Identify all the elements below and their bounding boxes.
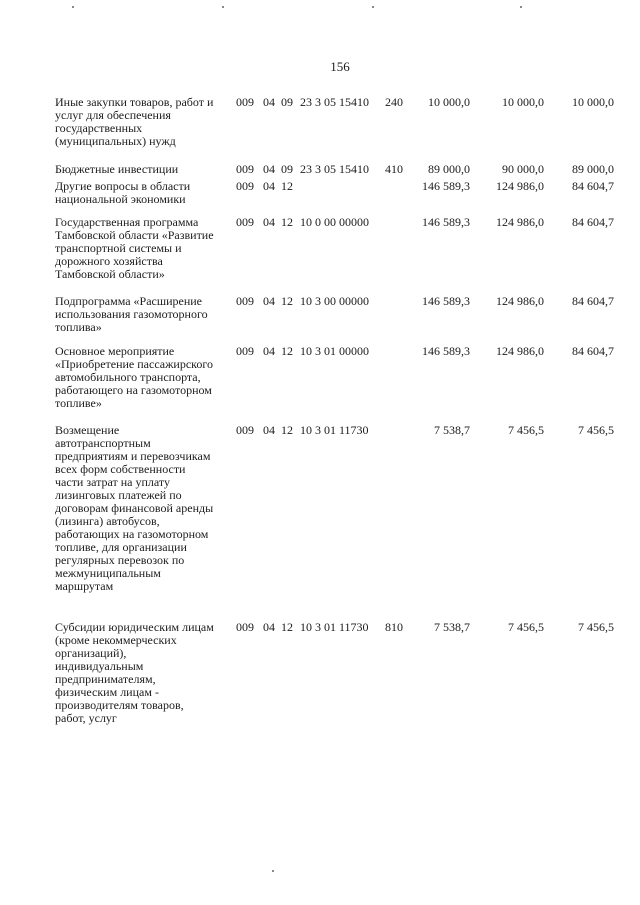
section-code: 04 [263,294,275,308]
subsection-code: 12 [281,215,293,229]
target-code: 23 3 05 15410 [300,162,369,176]
scan-speck [272,870,274,872]
subsection-code: 09 [281,95,293,109]
row-name: Другие вопросы в области национальной экономики [55,179,191,206]
subsection-code: 12 [281,423,293,437]
amount-year-1: 7 538,7 [434,423,470,437]
row-name: Возмещение автотранспортным предприятиям и перевозчикам всех форм собственности части затрат на уплату лизинговых платежей по договорам финансовой аренды (лизинга) автобусов, работающих на газомоторном топливе, для организации регулярных перевозок по межмуниципальным маршрутам [55,423,214,593]
section-code: 04 [263,95,275,109]
amount-year-3: 7 456,5 [578,620,614,634]
scan-speck [520,6,522,8]
scan-speck [72,6,74,8]
amount-year-2: 7 456,5 [508,423,544,437]
amount-year-3: 89 000,0 [572,162,614,176]
row-name: Субсидии юридическим лицам (кроме некоммерческих организаций), индивидуальным предпринимателям, физическим лицам - производителям товаров, работ, услуг [55,620,214,725]
page-number: 156 [330,59,350,74]
section-code: 04 [263,344,275,358]
section-code: 04 [263,423,275,437]
section-code: 04 [263,179,275,193]
target-code: 23 3 05 15410 [300,95,369,109]
target-code: 10 3 01 11730 [300,620,369,634]
subsection-code: 09 [281,162,293,176]
target-code: 10 0 00 00000 [300,215,369,229]
subsection-code: 12 [281,294,293,308]
scan-speck [372,6,374,8]
row-name: Основное мероприятие «Приобретение пассажирского автомобильного транспорта, работающего на газомоторном топливе» [55,344,214,410]
subsection-code: 12 [281,179,293,193]
target-code: 10 3 01 00000 [300,344,369,358]
amount-year-1: 146 589,3 [422,294,470,308]
ministry-code: 009 [236,620,254,634]
amount-year-1: 89 000,0 [428,162,470,176]
expense-type-code: 410 [385,162,403,176]
row-name: Иные закупки товаров, работ и услуг для обеспечения государственных (муниципальных) нужд [55,95,214,148]
amount-year-1: 10 000,0 [428,95,470,109]
amount-year-3: 84 604,7 [572,179,614,193]
amount-year-1: 7 538,7 [434,620,470,634]
ministry-code: 009 [236,423,254,437]
ministry-code: 009 [236,179,254,193]
amount-year-1: 146 589,3 [422,344,470,358]
amount-year-2: 10 000,0 [502,95,544,109]
amount-year-1: 146 589,3 [422,179,470,193]
section-code: 04 [263,215,275,229]
amount-year-3: 84 604,7 [572,215,614,229]
amount-year-3: 7 456,5 [578,423,614,437]
section-code: 04 [263,620,275,634]
amount-year-2: 90 000,0 [502,162,544,176]
amount-year-2: 124 986,0 [496,179,544,193]
ministry-code: 009 [236,344,254,358]
amount-year-3: 84 604,7 [572,344,614,358]
amount-year-2: 124 986,0 [496,294,544,308]
section-code: 04 [263,162,275,176]
row-name: Государственная программа Тамбовской области «Развитие транспортной системы и дорожного хозяйства Тамбовской области» [55,215,214,281]
ministry-code: 009 [236,95,254,109]
scan-speck [222,6,224,8]
amount-year-3: 84 604,7 [572,294,614,308]
amount-year-1: 146 589,3 [422,215,470,229]
expense-type-code: 240 [385,95,403,109]
subsection-code: 12 [281,344,293,358]
row-name: Подпрограмма «Расширение использования газомоторного топлива» [55,294,208,334]
expense-type-code: 810 [385,620,403,634]
ministry-code: 009 [236,215,254,229]
subsection-code: 12 [281,620,293,634]
target-code: 10 3 01 11730 [300,423,369,437]
amount-year-3: 10 000,0 [572,95,614,109]
amount-year-2: 7 456,5 [508,620,544,634]
target-code: 10 3 00 00000 [300,294,369,308]
amount-year-2: 124 986,0 [496,344,544,358]
ministry-code: 009 [236,294,254,308]
row-name: Бюджетные инвестиции [55,162,179,176]
ministry-code: 009 [236,162,254,176]
amount-year-2: 124 986,0 [496,215,544,229]
